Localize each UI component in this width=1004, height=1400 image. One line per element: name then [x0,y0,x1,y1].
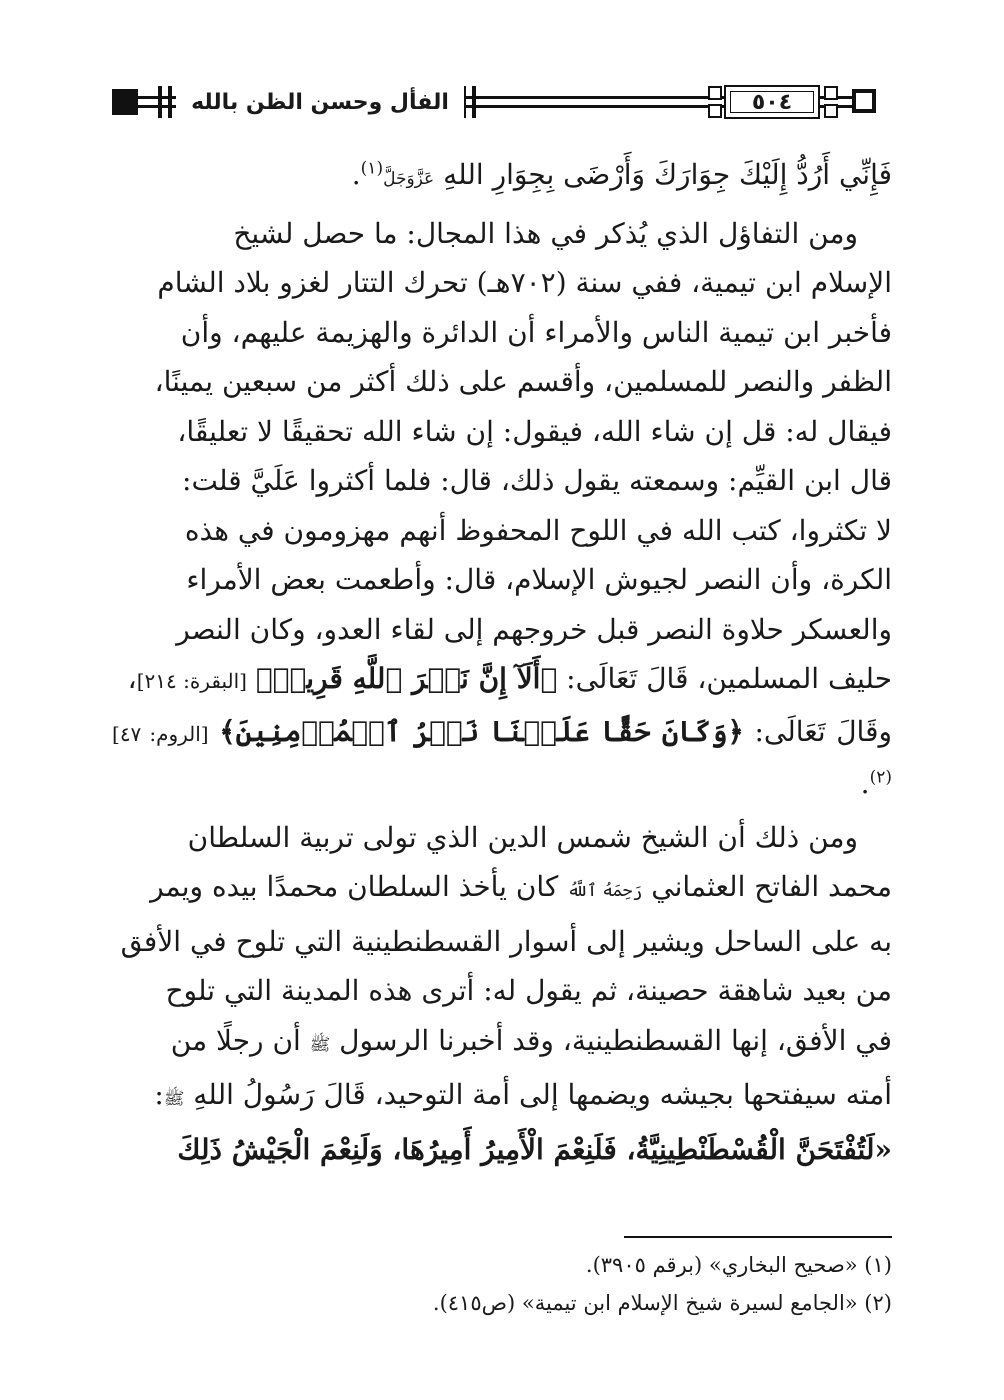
ornament-knot [824,86,838,100]
ornament-bar [168,86,172,118]
verse-reference: [الروم: ٤٧] [112,721,209,746]
text-line: به على الساحل ويشير إلى أسوار القسطنطينية التي تلوح في الأفق [120,924,892,958]
text-line: والعسكر حلاوة النصر قبل خروجهم إلى لقاء العدو، وكان النصر [176,612,892,646]
text-span: أن رجلًا من [170,1023,301,1057]
ornament-bar [158,86,162,118]
ornament-knot [824,104,838,118]
ornament-knot [708,86,722,100]
text-line: فيقال له: قل إن شاء الله، فيقول: إن شاء الله تحقيقًا لا تعليقًا، [177,414,892,448]
footnote-ref: (١) [360,158,384,179]
text-line: من بعيد شاهقة حصينة، ثم يقول له: أترى هذه المدينة التي تلوح [165,974,892,1007]
ornament-solid-square [112,89,138,115]
text-span: كان يأخذ السلطان محمدًا بيده ويمر [150,870,559,903]
text-line: فأخبر ابن تيمية الناس والأمراء أن الدائرة والهزيمة عليهم، وأن [180,315,892,349]
text-span: في الأفق، إنها القسطنطينية، وقد أخبرنا الرسول [339,1023,892,1057]
text-line [112,1016,892,1071]
text-span: فَإِنِّي أَرُدُّ إِلَيْكَ جِوَارَكَ وَأَرْضَى بِجِوَارِ اللهِ [443,158,892,191]
text-line: الكرة، وأن النصر لجيوش الإسلام، قال: وأطعمت بعض الأمراء [186,563,892,596]
ornament-bar [472,86,476,118]
text-span: محمد الفاتح العثماني [651,870,892,903]
honorific: ﷺ [163,1089,185,1109]
text-span: حليف المسلمين، قَالَ تَعَالَى: [566,662,892,695]
verse-reference: [البقرة: ٢١٤] [136,669,247,693]
running-header [112,80,892,128]
text-span: : [154,1078,164,1111]
footnote: (١) «صحيح البخاري» (برقم ٣٩٠٥). [585,1253,892,1277]
footnote-ref: (٢) [869,767,892,788]
page-number: ٥٠٤ [751,89,793,115]
text-span: . [860,767,870,800]
text-line [112,150,892,205]
text-line [112,862,892,917]
running-title: الفأل وحسن الظن بالله [176,80,464,124]
text-line: لا تكثروا، كتب الله في اللوح المحفوظ أنهم مهزومون في هذه [184,513,892,547]
footnote-separator [624,1236,892,1238]
text-span: . [351,158,361,191]
honorific: عَزَّوَجَلَّ [383,169,435,189]
text-line: قال ابن القيِّم: وسمعته يقول ذلك، قال: فلما أكثروا عَلَيَّ قلت: [182,464,892,497]
honorific: ﷺ [309,1034,331,1055]
footnotes [112,1246,892,1322]
footnote: (٢) «الجامع لسيرة شيخ الإسلام ابن تيمية» (ص٤١٥). [432,1291,892,1315]
ornament-knot [708,104,722,118]
quran-verse: ﴿أَلَآ إِنَّ نَصۡرَ ٱللَّهِ قَرِيبٞ﴾ [255,662,558,695]
text-line: الإسلام ابن تيمية، ففي سنة (٧٠٢هـ) تحرك التتار لغزو بلاد الشام [157,266,892,299]
text-span: ، [127,662,137,695]
text-span: أمته سيفتحها بجيشه ويضمها إلى أمة التوحيد، قَالَ رَسُولُ اللهِ [193,1078,892,1111]
honorific: رَحِمَهُ ٱللَّهُ [567,881,643,901]
quran-verse: ﴿وَكَانَ حَقًّا عَلَيۡنَا نَصۡرُ ٱلۡمُؤۡمِنِينَ﴾ [219,714,744,748]
text-line [112,1070,892,1125]
text-line: ومن ذلك أن الشيخ شمس الدين الذي تولى تربية السلطان [187,820,858,854]
page-number-box [724,85,820,119]
ornament-open-square [852,89,876,113]
main-text [112,150,892,1174]
text-span: وقَالَ تَعَالَى: [754,714,892,748]
text-line [112,654,892,707]
text-line: الظفر والنصر للمسلمين، وأقسم على ذلك أكثر من سبعين يمينًا، [154,365,892,398]
text-line [112,707,892,809]
hadith-line: «لَتُفْتَحَنَّ الْقُسْطَنْطِينِيَّةُ، فَلَنِعْمَ الْأَمِيرُ أَمِيرُهَا، وَلَنِعْمَ الْجَيْشُ ذَلِكَ [177,1132,892,1166]
text-line: ومن التفاؤل الذي يُذكر في هذا المجال: ما حصل لشيخ [233,216,858,250]
